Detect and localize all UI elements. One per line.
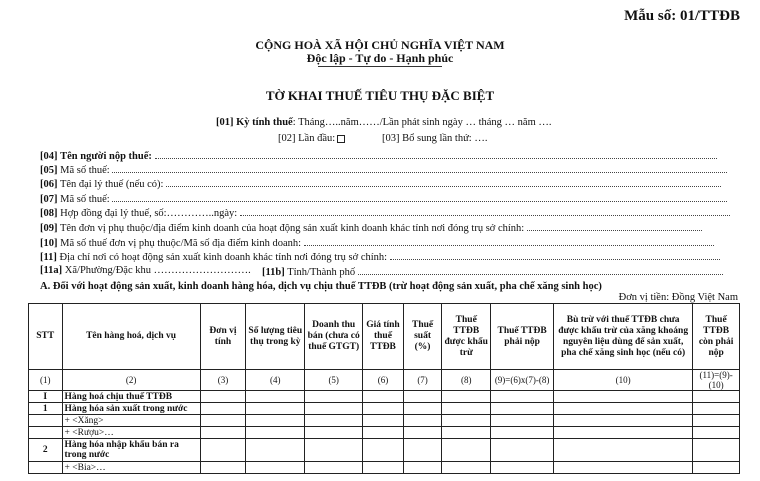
field-05-label: Mã số thuế: [60,165,110,176]
value-cell[interactable] [305,415,363,427]
col-header: Số lượng tiêu thụ trong kỳ [246,304,305,370]
value-cell[interactable] [442,439,491,462]
field-07-code: [07] [40,194,58,205]
tax-period-code: [01] [216,117,234,128]
value-cell[interactable] [554,415,693,427]
value-cell[interactable] [363,391,404,403]
field-10 [40,236,714,249]
table-row [29,391,740,403]
value-cell[interactable] [554,391,693,403]
index-cell: (4) [246,370,305,391]
value-cell[interactable] [693,415,740,427]
motto-underline [318,66,442,67]
value-cell[interactable] [403,462,442,474]
value-cell[interactable] [403,415,442,427]
field-09-label: Tên đơn vị phụ thuộc/địa điểm kinh doanh của hoạt động sản xuất kinh doanh khác tỉnh nơi đóng trụ sở chính: [59,223,525,234]
value-cell[interactable] [200,415,246,427]
value-cell[interactable] [305,427,363,439]
first-time-field [278,133,345,144]
value-cell[interactable] [491,439,554,462]
field-11a [40,265,251,276]
index-cell: (3) [200,370,246,391]
field-08-label: Hợp đồng đại lý thuế, số:…………..ngày: [60,208,238,219]
nation-title: CỘNG HOÀ XÃ HỘI CHỦ NGHĨA VIỆT NAM [255,38,505,52]
value-cell[interactable] [491,462,554,474]
value-cell[interactable] [403,439,442,462]
field-09-input[interactable] [527,221,702,231]
field-08-input[interactable] [240,206,730,216]
row-item-name: + <Bia>… [62,462,200,474]
field-06-code: [06] [40,179,58,190]
table-row [29,403,740,415]
value-cell[interactable] [246,415,305,427]
index-cell: (10) [554,370,693,391]
field-07-input[interactable] [112,192,727,202]
field-06-label: Tên đại lý thuế (nếu có): [59,179,164,190]
field-04 [40,149,725,162]
value-cell[interactable] [200,427,246,439]
row-stt: 1 [29,403,63,415]
table-row [29,439,740,462]
value-cell[interactable] [305,462,363,474]
supplement-field [382,133,487,144]
value-cell[interactable] [246,391,305,403]
table-header-row [29,304,740,370]
row-item-name: + <Rượu>… [62,427,200,439]
row-stt: 2 [29,439,63,462]
col-header: Giá tính thuế TTĐB [363,304,404,370]
value-cell[interactable] [200,439,246,462]
value-cell[interactable] [442,391,491,403]
table-row [29,427,740,439]
value-cell[interactable] [491,403,554,415]
page-title: TỜ KHAI THUẾ TIÊU THỤ ĐẶC BIỆT [265,88,495,103]
field-06-input[interactable] [166,177,721,187]
value-cell[interactable] [200,391,246,403]
value-cell[interactable] [305,403,363,415]
first-time-code: [02] [278,133,296,144]
index-cell: (9)=(6)x(7)-(8) [491,370,554,391]
first-time-label: Lần đầu: [298,133,336,144]
value-cell[interactable] [554,439,693,462]
field-09 [40,221,702,234]
index-row [29,370,740,391]
value-cell[interactable] [554,403,693,415]
index-cell: (5) [305,370,363,391]
col-header: Bù trừ với thuế TTĐB chưa được khấu trừ của xăng khoáng nguyên liệu dùng để sản xuất, pha chế xăng sinh học (nếu có) [554,304,693,370]
value-cell[interactable] [693,462,740,474]
row-stt [29,427,63,439]
value-cell[interactable] [200,462,246,474]
value-cell[interactable] [363,427,404,439]
field-05-input[interactable] [112,163,727,173]
field-11-input[interactable] [390,250,720,260]
tax-table [28,303,740,474]
value-cell[interactable] [491,415,554,427]
field-09-code: [09] [40,223,58,234]
row-item-name: Hàng hóa nhập khẩu bán ra trong nước [62,439,200,462]
field-11-code: [11] [40,252,57,263]
col-header: Đơn vị tính [200,304,246,370]
value-cell[interactable] [442,462,491,474]
field-10-code: [10] [40,238,58,249]
row-item-name: Hàng hoá chịu thuế TTĐB [62,391,200,403]
tax-period-label: Kỳ tính thuế [236,117,293,128]
value-cell[interactable] [363,439,404,462]
value-cell[interactable] [693,439,740,462]
row-stt: I [29,391,63,403]
field-04-input[interactable] [155,149,717,159]
value-cell[interactable] [246,427,305,439]
field-08-code: [08] [40,208,58,219]
supplement-label[interactable]: Bổ sung lần thứ: …. [402,133,488,144]
col-header: Tên hàng hoá, dịch vụ [62,304,200,370]
value-cell[interactable] [403,403,442,415]
row-stt [29,415,63,427]
value-cell[interactable] [554,462,693,474]
value-cell[interactable] [554,427,693,439]
field-11b-label: Tỉnh/Thành phố [287,267,356,278]
field-11-label: Địa chỉ nơi có hoạt động sản xuất kinh doanh khác tỉnh nơi đóng trụ sở chính: [59,252,388,263]
index-cell: (7) [403,370,442,391]
value-cell[interactable] [246,439,305,462]
value-cell[interactable] [246,462,305,474]
field-11 [40,250,720,263]
motto: Độc lập - Tự do - Hạnh phúc [306,51,454,65]
field-07 [40,192,727,205]
col-header: Thuế TTĐB được khấu trừ [442,304,491,370]
col-header: STT [29,304,63,370]
col-header: Thuế suất (%) [403,304,442,370]
index-cell: (2) [62,370,200,391]
field-07-label: Mã số thuế: [60,194,110,205]
field-11b-code: [11b] [262,267,285,278]
value-cell[interactable] [363,403,404,415]
value-cell[interactable] [200,403,246,415]
section-a-heading: A. Đối với hoạt động sản xuất, kinh doanh hàng hóa, dịch vụ chịu thuế TTĐB (trừ hoạt động sản xuất, pha chế xăng sinh học) [40,281,602,292]
first-time-checkbox[interactable] [337,135,345,143]
row-item-name: Hàng hóa sản xuất trong nước [62,403,200,415]
tax-period-text[interactable]: : Tháng…..năm……/Lần phát sinh ngày … tháng … năm …. [292,117,552,128]
field-06 [40,177,721,190]
supplement-code: [03] [382,133,400,144]
index-cell: (11)=(9)-(10) [693,370,740,391]
field-05 [40,163,727,176]
field-11b-input[interactable] [358,265,723,275]
value-cell[interactable] [693,403,740,415]
value-cell[interactable] [693,391,740,403]
value-cell[interactable] [403,391,442,403]
table-row [29,462,740,474]
value-cell[interactable] [305,391,363,403]
col-header: Doanh thu bán (chưa có thuế GTGT) [305,304,363,370]
value-cell[interactable] [305,439,363,462]
field-05-code: [05] [40,165,58,176]
value-cell[interactable] [491,391,554,403]
value-cell[interactable] [442,403,491,415]
index-cell: (1) [29,370,63,391]
field-11b [262,265,723,278]
index-cell: (8) [442,370,491,391]
col-header: Thuế TTĐB phải nộp [491,304,554,370]
value-cell[interactable] [693,427,740,439]
field-04-code: [04] [40,151,58,162]
form-code: Mẫu số: 01/TTĐB [624,8,740,24]
value-cell[interactable] [442,415,491,427]
field-10-label: Mã số thuế đơn vị phụ thuộc/Mã số địa điểm kinh doanh: [60,238,302,249]
field-08 [40,206,730,219]
field-10-input[interactable] [304,236,714,246]
field-11a-code: [11a] [40,265,63,276]
row-stt [29,462,63,474]
value-cell[interactable] [363,415,404,427]
col-header: Thuế TTĐB còn phải nộp [693,304,740,370]
index-cell: (6) [363,370,404,391]
table-body [29,391,740,474]
field-11a-label[interactable]: Xã/Phường/Đặc khu ………………………. [64,265,251,276]
table-row [29,415,740,427]
tax-period-line [216,117,552,128]
value-cell[interactable] [491,427,554,439]
field-04-label: Tên người nộp thuế: [60,151,152,162]
value-cell[interactable] [363,462,404,474]
value-cell[interactable] [442,427,491,439]
value-cell[interactable] [403,427,442,439]
value-cell[interactable] [246,403,305,415]
row-item-name: + <Xăng> [62,415,200,427]
currency-unit: Đơn vị tiền: Đồng Việt Nam [618,292,738,303]
